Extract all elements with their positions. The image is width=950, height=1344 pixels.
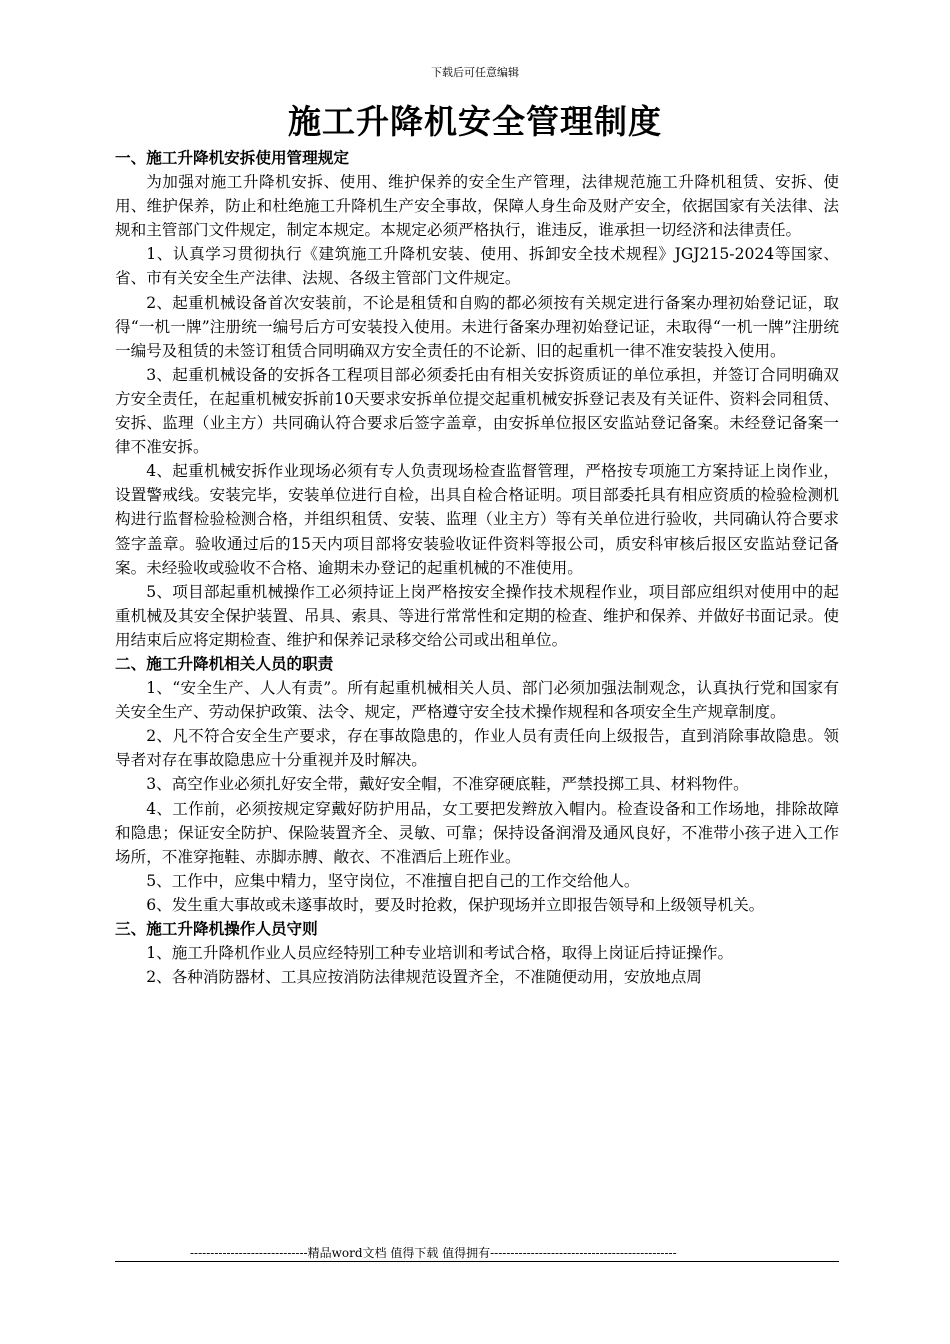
section-1-paragraph: 4、起重机械安拆作业现场必须有专人负责现场检查监督管理，严格按专项施工方案持证上岗作业，设置警戒线。安装完毕，安装单位进行自检，出具自检合格证明。项目部委托具有相应资质的检验检测机构进行监督检验检测合格，并组织租赁、安装、监理（业主方）等有关单位进行验收，共同确认符合要求签字盖章。验收通过后的15天内项目部将安装验收证件资料等报公司，质安科审核后报区安监站登记备案。未经验收或验收不合格、逾期未办登记的起重机械的不准使用。 [115, 462, 839, 577]
footer-note: -----------------------------精品word文档 值得下载 值得拥有---------------------------------------------- [190, 1246, 677, 1260]
section-2-paragraph: 1、“安全生产、人人有责”。所有起重机械相关人员、部门必须加强法制观念，认真执行党和国家有关安全生产、劳动保护政策、法令、规定，严格遵守安全技术操作规程和各项安全生产规章制度。 [115, 679, 839, 722]
document-body [115, 146, 839, 989]
section-2-paragraph: 2、凡不符合安全生产要求，存在事故隐患的，作业人员有责任向上级报告，直到消除事故隐患。领导者对存在事故隐患应十分重视并及时解决。 [115, 727, 839, 770]
section-3-paragraph: 1、施工升降机作业人员应经特别工种专业培训和考试合格，取得上岗证后持证操作。 [146, 944, 734, 963]
section-1-paragraph: 2、起重机械设备首次安装前，不论是租赁和自购的都必须按有关规定进行备案办理初始登记证，取得“一机一牌”注册统一编号后方可安装投入使用。未进行备案办理初始登记证，未取得“一机一牌”注册统一编号及租赁的未签订租赁合同明确双方安全责任的不论新、旧的起重机一律不准安装投入使用。 [115, 293, 839, 360]
section-2-paragraph: 6、发生重大事故或未遂事故时，要及时抢救，保护现场并立即报告领导和上级领导机关。 [146, 895, 765, 914]
section-1-paragraph: 为加强对施工升降机安拆、使用、维护保养的安全生产管理，法律规范施工升降机租赁、安拆、使用、维护保养，防止和杜绝施工升降机生产安全事故，保障人身生命及财产安全，依据国家有关法律、法规和主管部门文件规定，制定本规定。本规定必须严格执行，谁违反，谁承担一切经济和法律责任。 [115, 173, 839, 240]
footer-divider [115, 1261, 839, 1262]
document-title: 施工升降机安全管理制度 [288, 102, 662, 141]
section-1-paragraph: 1、认真学习贯彻执行《建筑施工升降机安装、使用、拆卸安全技术规程》JGJ215-2024等国家、省、市有关安全生产法律、法规、各级主管部门文件规定。 [115, 245, 839, 288]
section-heading-1: 一、施工升降机安拆使用管理规定 [115, 148, 349, 167]
section-3-paragraph: 2、各种消防器材、工具应按消防法律规范设置齐全，不准随便动用，安放地点周 [146, 968, 702, 987]
section-1-paragraph: 3、起重机械设备的安拆各工程项目部必须委托由有相关安拆资质证的单位承担，并签订合同明确双方安全责任，在起重机械安拆前10天要求安拆单位提交起重机械安拆登记表及有关证件、资料会同租赁、安拆、监理（业主方）共同确认符合要求后签字盖章，由安拆单位报区安监站登记备案。未经登记备案一律不准安拆。 [115, 365, 839, 457]
section-2-paragraph: 4、工作前，必须按规定穿戴好防护用品，女工要把发辫放入帽内。检查设备和工作场地，排除故障和隐患；保证安全防护、保险装置齐全、灵敏、可靠；保持设备润滑及通风良好，不准带小孩子进入工作场所，不准穿拖鞋、赤脚赤膊、敞衣、不准酒后上班作业。 [115, 799, 839, 866]
section-2-paragraph: 5、工作中，应集中精力，坚守岗位，不准擅自把自己的工作交给他人。 [146, 871, 640, 890]
section-heading-3: 三、施工升降机操作人员守则 [115, 919, 318, 938]
section-1-paragraph: 5、项目部起重机械操作工必须持证上岗严格按安全操作技术规程作业，项目部应组织对使用中的起重机械及其安全保护装置、吊具、索具、等进行常常性和定期的检查、维护和保养、并做好书面记录。使用结束后应将定期检查、维护和保养记录移交给公司或出租单位。 [115, 582, 839, 649]
section-heading-2: 二、施工升降机相关人员的职责 [115, 653, 334, 673]
section-2-paragraph: 3、高空作业必须扎好安全带，戴好安全帽，不准穿硬底鞋，严禁投掷工具、材料物件。 [146, 775, 749, 794]
header-note: 下载后可任意编辑 [431, 66, 519, 79]
